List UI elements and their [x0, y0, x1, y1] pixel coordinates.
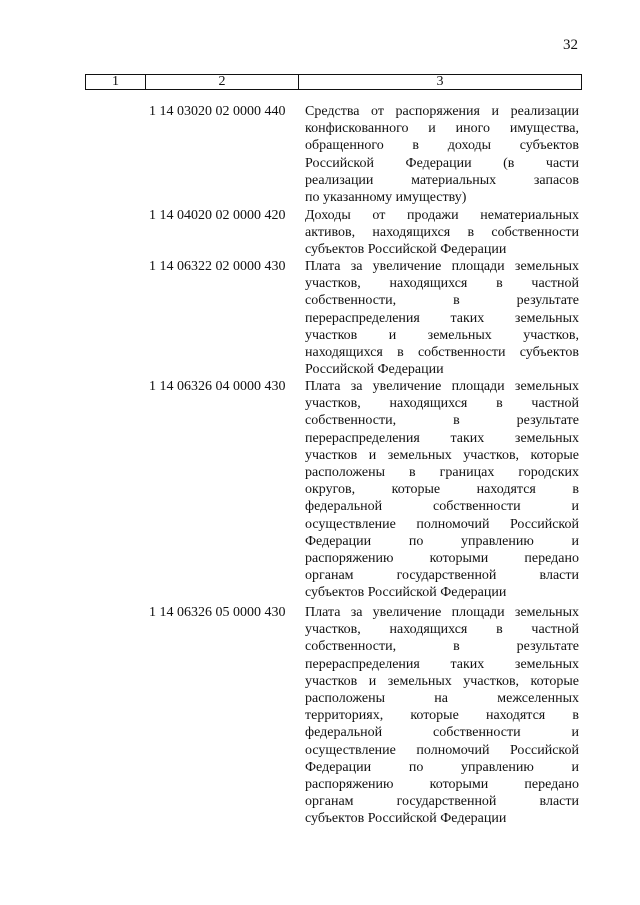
page-number: 32: [563, 37, 578, 53]
income-description: [305, 207, 579, 259]
description-line: расположены на межселенных: [305, 691, 579, 707]
description-line: округов, которые находятся в: [305, 482, 579, 498]
description-line: собственности, в результате: [305, 639, 579, 655]
description-line: обращенного в доходы субъектов: [305, 138, 579, 154]
description-line: перераспределения таких земельных: [305, 656, 579, 672]
column-header-1: 1: [86, 75, 146, 90]
description-line: участков, находящихся в частной: [305, 276, 579, 292]
income-code: 1 14 04020 02 0000 420: [149, 208, 286, 223]
description-line: Средства от распоряжения и реализации: [305, 104, 579, 119]
description-line: Федерации по управлению и: [305, 533, 579, 549]
description-line: Российской Федерации: [305, 362, 444, 378]
description-line: собственности, в результате: [305, 293, 579, 309]
description-line: участков, находящихся в частной: [305, 396, 579, 412]
column-header-3: 3: [299, 75, 582, 90]
description-line: распоряжению которыми передано: [305, 777, 579, 793]
description-line: территориях, которые находятся в: [305, 708, 579, 724]
description-line: участков и земельных участков,: [305, 327, 579, 343]
income-description: [305, 103, 579, 206]
income-description: [305, 258, 579, 378]
description-line: участков и земельных участков, которые: [305, 673, 579, 689]
description-line: по указанному имуществу): [305, 190, 467, 206]
description-line: находящихся в собственности субъектов: [305, 345, 579, 361]
description-line: участков и земельных участков, которые: [305, 447, 579, 463]
description-line: Плата за увеличение площади земельных: [305, 605, 579, 620]
description-line: субъектов Российской Федерации: [305, 242, 507, 258]
description-line: Доходы от продажи нематериальных: [305, 208, 579, 223]
income-description: [305, 604, 579, 828]
description-line: расположены в границах городских: [305, 465, 579, 481]
income-code: 1 14 06326 05 0000 430: [149, 605, 286, 620]
description-line: органам государственной власти: [305, 794, 579, 810]
column-header-row: [86, 75, 582, 90]
description-line: субъектов Российской Федерации: [305, 585, 507, 601]
description-line: реализации материальных запасов: [305, 172, 579, 188]
description-line: Российской Федерации (в части: [305, 155, 579, 171]
description-line: органам государственной власти: [305, 568, 579, 584]
column-header-2: 2: [146, 75, 299, 90]
description-line: федеральной собственности и: [305, 725, 579, 741]
description-line: Плата за увеличение площади земельных: [305, 379, 579, 394]
description-line: конфискованного и иного имущества,: [305, 121, 579, 137]
income-code: 1 14 06326 04 0000 430: [149, 379, 286, 394]
description-line: федеральной собственности и: [305, 499, 579, 515]
description-line: участков, находящихся в частной: [305, 622, 579, 638]
description-line: перераспределения таких земельных: [305, 430, 579, 446]
description-line: Федерации по управлению и: [305, 759, 579, 775]
description-line: распоряжению которыми передано: [305, 551, 579, 567]
description-line: собственности, в результате: [305, 413, 579, 429]
income-code: 1 14 03020 02 0000 440: [149, 104, 286, 119]
description-line: субъектов Российской Федерации: [305, 811, 507, 827]
description-line: перераспределения таких земельных: [305, 310, 579, 326]
income-code: 1 14 06322 02 0000 430: [149, 259, 286, 274]
description-line: осуществление полномочий Российской: [305, 742, 579, 758]
description-line: осуществление полномочий Российской: [305, 516, 579, 532]
column-header-table: [85, 74, 582, 90]
description-line: Плата за увеличение площади земельных: [305, 259, 579, 274]
description-line: активов, находящихся в собственности: [305, 225, 579, 241]
income-description: [305, 378, 579, 602]
